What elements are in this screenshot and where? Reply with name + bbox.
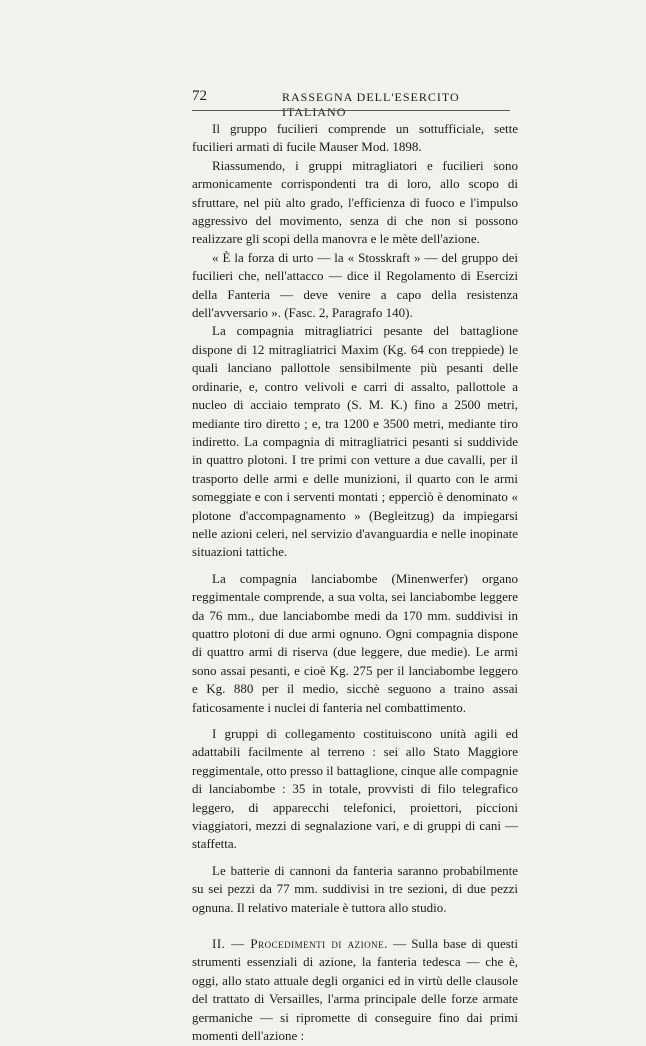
running-title: RASSEGNA DELL'ESERCITO ITALIANO: [282, 90, 460, 119]
page-number: 72: [192, 88, 207, 104]
body-text: [192, 120, 518, 1046]
header-rule: [192, 110, 510, 111]
paragraph-6: I gruppi di collegamento costituiscono unità agili ed adattabili facilmente al terreno : sei allo Stato Maggiore reggimentale, otto presso il battaglione, cinque alle compagnie di lanciabombe : 35 in totale, provvisti di filo telegrafico leggero, di apparecchi telefonici, proiettori, piccioni viaggiatori, mezzi di segnalazione vari, e di gruppi di cani — staffetta.: [192, 726, 518, 852]
paragraph-3: « È la forza di urto — la « Stosskraft » — del gruppo dei fucilieri che, nell'attacco — dice il Regolamento di Esercizi della Fanteria — deve venire a capo della resistenza dell'avversario ». (Fasc. 2, Paragrafo 140).: [192, 249, 518, 321]
paragraph-5: La compagnia lanciabombe (Minenwerfer) organo reggimentale comprende, a sua volta, sei lanciabombe leggere da 76 mm., due lanciabombe medi da 170 mm. suddivisi in quattro plotoni di due armi ognuno. Ogni compagnia dispone di quattro armi di riserva (due leggere, due medie). Le armi sono assai pesanti, e cioè Kg. 275 per il lanciabombe leggero e Kg. 880 per il medio, sicchè seguono a traino assai faticosamente i nuclei di fanteria nel combattimento.: [192, 570, 518, 715]
section-heading: II. — Procedimenti di azione.: [212, 936, 388, 952]
section-paragraph: [192, 935, 518, 1045]
paragraph-7: Le batterie di cannoni da fanteria saranno probabilmente su sei pezzi da 77 mm. suddivisi in tre sezioni, di due pezzi ognuna. Il relativo materiale è tuttora allo studio.: [192, 862, 518, 915]
page-header: [192, 88, 512, 119]
paragraph-2: Riassumendo, i gruppi mitragliatori e fucilieri sono armonicamente corrispondenti tra di loro, allo scopo di sfruttare, nel più alto grado, l'efficienza di fuoco e l'impulso aggressivo del movimento, senza di che non si possono realizzare gli scopi della manovra e le mète dell'azione.: [192, 157, 518, 247]
section-text: — Sulla base di questi strumenti essenziali di azione, la fanteria tedesca — che è, oggi, allo stato attuale degli organici ed in virtù delle clausole del trattato di Versailles, l'arma principale delle forze armate germaniche — si ripromette di conseguire fino dai primi momenti dell'azione :: [192, 936, 518, 1044]
paragraph-1: Il gruppo fucilieri comprende un sottufficiale, sette fucilieri armati di fucile Mauser Mod. 1898.: [192, 121, 518, 155]
paragraph-4: La compagnia mitragliatrici pesante del battaglione dispone di 12 mitragliatrici Maxim (Kg. 64 con treppiede) le quali lanciano pallottole sensibilmente più pesanti delle ordinarie, e, contro velivoli e carri di assalto, pallottole a nucleo di acciaio temprato (S. M. K.) fino a 2500 metri, mediante tiro diretto ; e, tra 1200 e 3500 metri, mediante tiro indiretto. La compagnia di mitragliatrici pesanti si suddivide in quattro plotoni. I tre primi con vetture a due cavalli, per il trasporto delle armi e delle munizioni, il quarto con le armi someggiate e con i serventi montati ; eppercìò è denominato « plotone d'accompagnamento » (Begleitzug) da impiegarsi nelle azioni celeri, nel servizio d'avanguardia e nelle inopinate situazioni tattiche.: [192, 323, 518, 560]
